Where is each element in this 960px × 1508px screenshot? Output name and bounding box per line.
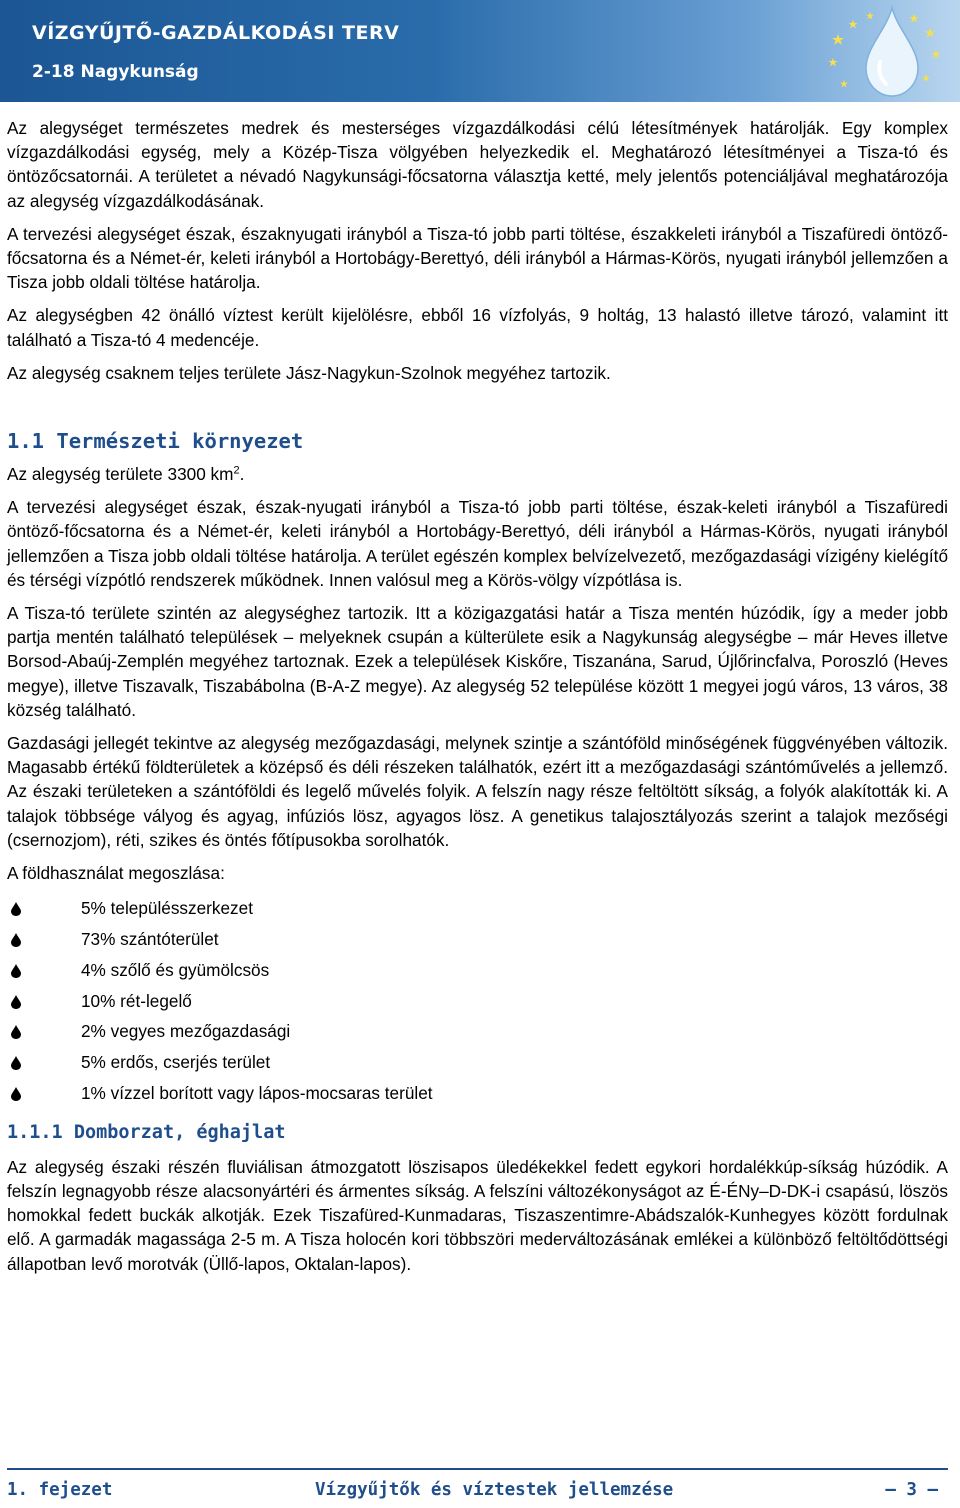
area-text: Az alegység területe 3300 km bbox=[7, 464, 234, 485]
section-number: 1.1 bbox=[7, 429, 45, 454]
intro-paragraph-2: A tervezési alegységet észak, északnyugati irányból a Tisza-tó jobb parti töltése, északkeleti irányból a Tiszafüredi öntöző-főcsatorna és a Német-ér, keleti irányból a Hortobágy-Berettyó, déli irányból a Hármas-Körös, nyugati irányból jellemzően a Tisza jobb oldali töltése határolja. bbox=[7, 223, 948, 293]
drop-bullet-icon bbox=[9, 933, 23, 947]
drop-bullet-icon bbox=[9, 1025, 23, 1039]
landuse-list bbox=[7, 893, 948, 1109]
area-end: . bbox=[239, 464, 245, 485]
list-item bbox=[7, 924, 948, 955]
subsection-title: Domborzat, éghajlat bbox=[73, 1121, 286, 1143]
list-item bbox=[7, 986, 948, 1017]
drop-bullet-icon bbox=[9, 995, 23, 1009]
subsection-number: 1.1.1 bbox=[7, 1121, 63, 1143]
natural-paragraph-1: A tervezési alegységet észak, észak-nyugati irányból a Tisza-tó jobb parti töltése, észak-keleti irányból a Tiszafüredi öntöző-főcsatorna és a Német-ér, keleti irányból a Hortobágy-Berettyó, déli irányból a Hármas-Körös, nyugati irányból jellemzően a Tisza jobb oldali töltése határolja. A terület egészén komplex belvízelvezető, mezőgazdasági vízigény kielégítő és térségi vízpótló rendszerek működnek. Innen valósul meg a Körös-völgy vízpótlása is. bbox=[7, 497, 948, 590]
document-body bbox=[7, 116, 948, 1285]
document-title: VÍZGYŰJTŐ-GAZDÁLKODÁSI TERV bbox=[32, 22, 400, 44]
drop-bullet-icon bbox=[9, 902, 23, 916]
landuse-item-text: 5% településszerkezet bbox=[81, 898, 253, 919]
page-number: – 3 – bbox=[885, 1480, 938, 1500]
landuse-item-text: 2% vegyes mezőgazdasági bbox=[81, 1021, 291, 1042]
page-header bbox=[0, 0, 960, 102]
list-item bbox=[7, 893, 948, 924]
intro-paragraph-4: Az alegység csaknem teljes területe Jász-Nagykun-Szolnok megyéhez tartozik. bbox=[7, 362, 611, 383]
footer-divider bbox=[7, 1468, 948, 1470]
footer-chapter: 1. fejezet bbox=[7, 1480, 113, 1500]
water-drop-stars-logo bbox=[808, 4, 958, 100]
section-heading-1-1 bbox=[7, 428, 948, 454]
relief-paragraph: Az alegység északi részén fluviálisan átmozgatott löszisapos üledékekkel fedett egykori hordalékkúp-síkság húzódik. A felszín legnagyobb része alacsonyártéri és ármentes síkság. A felszíni változékonyságot az É-ÉNy–D-DK-i csapású, löszös homokkal fedett buckák alkotják. Ezek Tiszafüred-Kunmadaras, Tiszaszentimre-Abádszalók-Kunhegyes között fordulnak elő. A garmadák magassága 2-5 m. A Tisza holocén kori többszöri mederváltozásának emlékei a különböző feltöltődöttségi állapotban levő morotvák (Üllő-lapos, Oktalan-lapos). bbox=[7, 1156, 948, 1274]
unit-subtitle: 2-18 Nagykunság bbox=[32, 62, 199, 82]
list-item bbox=[7, 1047, 948, 1078]
footer-title: Vízgyűjtők és víztestek jellemzése bbox=[315, 1480, 674, 1500]
drop-bullet-icon bbox=[9, 1056, 23, 1070]
landuse-item-text: 5% erdős, cserjés terület bbox=[81, 1052, 271, 1073]
drop-bullet-icon bbox=[9, 1087, 23, 1101]
area-superscript: 2 bbox=[233, 464, 240, 477]
natural-paragraph-3: Gazdasági jellegét tekintve az alegység mezőgazdasági, melynek szintje a szántóföld minőségének függvényében változik. Magasabb értékű földterületek a középső és déli részeken találhatók, ezért itt a mezőgazdasági szántóművelés a jellemző. Az északi területeken a szántóföldi és legelő művelés folyik. A felszín nagy része feltöltött síkság, a folyók alakították ki. A talajok többsége vályog és agyag, infúziós lösz, agyagos lösz. A genetikus talajosztályozás szerint a talajok mezőségi (csernozjom), réti, szikes és öntés főtípusokba sorolhatók. bbox=[7, 733, 948, 850]
landuse-item-text: 73% szántóterület bbox=[81, 929, 219, 950]
list-item bbox=[7, 1016, 948, 1047]
area-statement bbox=[7, 462, 948, 486]
landuse-intro: A földhasználat megoszlása: bbox=[7, 863, 225, 884]
section-heading-1-1-1 bbox=[7, 1121, 948, 1145]
page-footer bbox=[7, 1480, 948, 1506]
intro-paragraph-3: Az alegységben 42 önálló víztest került kijelölésre, ebből 16 vízfolyás, 9 holtág, 13 halastó illetve tározó, valamint itt található a Tisza-tó 4 medencéje. bbox=[7, 305, 948, 350]
landuse-item-text: 10% rét-legelő bbox=[81, 990, 192, 1011]
landuse-item-text: 4% szőlő és gyümölcsös bbox=[81, 959, 270, 980]
natural-paragraph-2: A Tisza-tó területe szintén az alegységhez tartozik. Itt a közigazgatási határ a Tisza mentén húzódik, így a meder jobb partja mentén található települések – melyeknek csupán a külterülete esik a Nagykunság alegységbe – már Heves illetve Borsod-Abaúj-Zemplén megyéhez tartoznak. Ezek a települések Kiskőre, Tiszanána, Sarud, Újlőrincfalva, Poroszló (Heves megye), illetve Tiszavalk, Tiszabábolna (B-A-Z megye). Az alegység 52 települése között 1 megyei jogú város, 13 város, 38 község található. bbox=[7, 603, 948, 720]
landuse-item-text: 1% vízzel borított vagy lápos-mocsaras terület bbox=[81, 1083, 433, 1104]
intro-paragraph-1: Az alegységet természetes medrek és mesterséges vízgazdálkodási célú létesítmények határolják. Egy komplex vízgazdálkodási egység, mely a Közép-Tisza völgyében helyezkedik el. Meghatározó létesítményei a Tisza-tó és öntözőcsatornái. A területet a névadó Nagykunsági-főcsatorna választja ketté, mely jelentős potenciáljával meghatározója az alegység vízgazdálkodásának. bbox=[7, 118, 948, 211]
list-item bbox=[7, 1078, 948, 1109]
drop-bullet-icon bbox=[9, 964, 23, 978]
list-item bbox=[7, 955, 948, 986]
section-title: Természeti környezet bbox=[56, 429, 304, 454]
